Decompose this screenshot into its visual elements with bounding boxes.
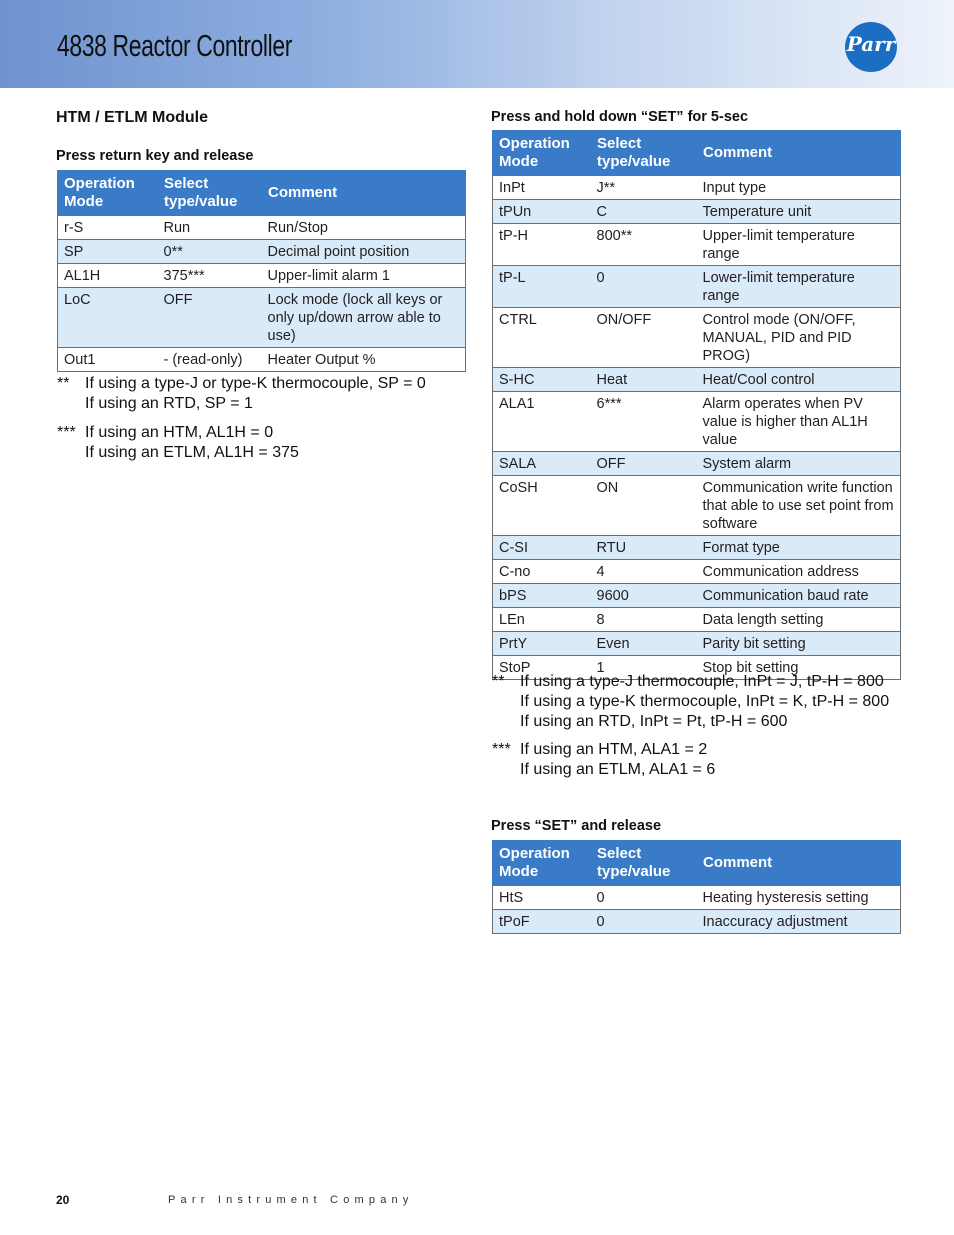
table-cell: Format type bbox=[697, 536, 901, 560]
table-cell: StoP bbox=[493, 656, 591, 680]
column-header: Operation Mode bbox=[493, 841, 591, 886]
footnote-line: If using an HTM, AL1H = 0 bbox=[85, 424, 274, 441]
table-row bbox=[493, 886, 901, 910]
footnote-mark: *** bbox=[492, 741, 511, 758]
table-cell: SALA bbox=[493, 452, 591, 476]
table-cell: r-S bbox=[58, 216, 158, 240]
table-cell: Upper-limit temperature range bbox=[697, 224, 901, 266]
table-row bbox=[58, 288, 466, 348]
table-cell: 1 bbox=[591, 656, 697, 680]
table-row bbox=[493, 632, 901, 656]
table-cell: C bbox=[591, 200, 697, 224]
table-cell: - (read-only) bbox=[158, 348, 262, 372]
table-set-hold bbox=[492, 130, 901, 680]
page-header bbox=[0, 0, 954, 88]
table-cell: Heating hysteresis setting bbox=[697, 886, 901, 910]
table-cell: System alarm bbox=[697, 452, 901, 476]
footnote-mark: *** bbox=[57, 424, 76, 441]
table3-caption: Press “SET” and release bbox=[491, 818, 662, 834]
table-cell: Inaccuracy adjustment bbox=[697, 910, 901, 934]
table2-caption: Press and hold down “SET” for 5-sec bbox=[491, 109, 749, 125]
parr-logo bbox=[845, 22, 897, 72]
table-cell: tP-L bbox=[493, 266, 591, 308]
table-cell: J** bbox=[591, 176, 697, 200]
table-row bbox=[493, 560, 901, 584]
footnote-mark: ** bbox=[57, 375, 70, 392]
table-row bbox=[493, 584, 901, 608]
table-cell: S-HC bbox=[493, 368, 591, 392]
table-cell: Communication write function that able to use set point from software bbox=[697, 476, 901, 536]
table-cell: HtS bbox=[493, 886, 591, 910]
table-cell: CoSH bbox=[493, 476, 591, 536]
table-cell: SP bbox=[58, 240, 158, 264]
table-cell: 375*** bbox=[158, 264, 262, 288]
table-cell: ON/OFF bbox=[591, 308, 697, 368]
column-header: Comment bbox=[262, 171, 466, 216]
table-cell: Parity bit setting bbox=[697, 632, 901, 656]
table-cell: tP-H bbox=[493, 224, 591, 266]
table-cell: C-SI bbox=[493, 536, 591, 560]
company-name: Parr Instrument Company bbox=[168, 1194, 414, 1206]
table-row bbox=[58, 264, 466, 288]
footnote-ala1 bbox=[492, 740, 912, 780]
table-cell: RTU bbox=[591, 536, 697, 560]
table-cell: AL1H bbox=[58, 264, 158, 288]
table-cell: ALA1 bbox=[493, 392, 591, 452]
table-cell: 0 bbox=[591, 266, 697, 308]
table-cell: tPoF bbox=[493, 910, 591, 934]
table-cell: Stop bit setting bbox=[697, 656, 901, 680]
table-row bbox=[58, 240, 466, 264]
table-cell: Heater Output % bbox=[262, 348, 466, 372]
table-cell: OFF bbox=[591, 452, 697, 476]
footnote-al1h bbox=[57, 423, 467, 463]
table-cell: Decimal point position bbox=[262, 240, 466, 264]
footnote-line: If using an HTM, ALA1 = 2 bbox=[520, 741, 708, 758]
table-cell: Alarm operates when PV value is higher than AL1H value bbox=[697, 392, 901, 452]
page-number: 20 bbox=[56, 1193, 70, 1207]
table-cell: Communication address bbox=[697, 560, 901, 584]
table-cell: 8 bbox=[591, 608, 697, 632]
table-cell: bPS bbox=[493, 584, 591, 608]
table-cell: Upper-limit alarm 1 bbox=[262, 264, 466, 288]
footnote-line: If using an RTD, SP = 1 bbox=[85, 395, 253, 412]
table-row bbox=[58, 348, 466, 372]
table-cell: Run/Stop bbox=[262, 216, 466, 240]
column-header: Operation Mode bbox=[58, 171, 158, 216]
table-row bbox=[493, 536, 901, 560]
footnote-inpt bbox=[492, 672, 912, 732]
table-row bbox=[493, 910, 901, 934]
table-row bbox=[493, 224, 901, 266]
table-cell: Heat bbox=[591, 368, 697, 392]
table-cell: Data length setting bbox=[697, 608, 901, 632]
table-row bbox=[58, 216, 466, 240]
footnote-mark: ** bbox=[492, 673, 505, 690]
table-cell: Communication baud rate bbox=[697, 584, 901, 608]
footnote-line: If using an RTD, InPt = Pt, tP-H = 600 bbox=[520, 713, 788, 730]
column-header: Select type/value bbox=[158, 171, 262, 216]
table-cell: Control mode (ON/OFF, MANUAL, PID and PID PROG) bbox=[697, 308, 901, 368]
table-row bbox=[493, 452, 901, 476]
table-cell: OFF bbox=[158, 288, 262, 348]
table-cell: LEn bbox=[493, 608, 591, 632]
table-cell: 0 bbox=[591, 910, 697, 934]
table-cell: Run bbox=[158, 216, 262, 240]
footnote-line: If using a type-J thermocouple, InPt = J, tP-H = 800 bbox=[520, 673, 884, 690]
table-return-key bbox=[57, 170, 466, 372]
table-row bbox=[493, 608, 901, 632]
table-cell: Temperature unit bbox=[697, 200, 901, 224]
table-cell: InPt bbox=[493, 176, 591, 200]
table-cell: tPUn bbox=[493, 200, 591, 224]
column-header: Comment bbox=[697, 841, 901, 886]
column-header: Operation Mode bbox=[493, 131, 591, 176]
table-row bbox=[493, 266, 901, 308]
table-cell: 0** bbox=[158, 240, 262, 264]
section-title: HTM / ETLM Module bbox=[56, 109, 208, 126]
table-cell: 0 bbox=[591, 886, 697, 910]
table-cell: Lock mode (lock all keys or only up/down arrow able to use) bbox=[262, 288, 466, 348]
page-title: 4838 Reactor Controller bbox=[57, 28, 293, 63]
table-cell: 9600 bbox=[591, 584, 697, 608]
table-cell: LoC bbox=[58, 288, 158, 348]
footnote-line: If using a type-J or type-K thermocouple, SP = 0 bbox=[85, 375, 426, 392]
table-cell: Input type bbox=[697, 176, 901, 200]
table-row bbox=[493, 476, 901, 536]
table-cell: ON bbox=[591, 476, 697, 536]
footnote-line: If using a type-K thermocouple, InPt = K, tP-H = 800 bbox=[520, 693, 890, 710]
parr-logo-text: Parr bbox=[846, 32, 896, 56]
table-cell: 4 bbox=[591, 560, 697, 584]
table1-caption: Press return key and release bbox=[56, 148, 254, 164]
table-row bbox=[493, 176, 901, 200]
table-row bbox=[493, 368, 901, 392]
table-cell: C-no bbox=[493, 560, 591, 584]
table-cell: Lower-limit temperature range bbox=[697, 266, 901, 308]
table-cell: Heat/Cool control bbox=[697, 368, 901, 392]
table-cell: 800** bbox=[591, 224, 697, 266]
footnote-line: If using an ETLM, ALA1 = 6 bbox=[520, 761, 716, 778]
table-row bbox=[493, 392, 901, 452]
table-row bbox=[493, 308, 901, 368]
column-header: Select type/value bbox=[591, 131, 697, 176]
table-cell: Even bbox=[591, 632, 697, 656]
table-cell: CTRL bbox=[493, 308, 591, 368]
table-cell: Out1 bbox=[58, 348, 158, 372]
table-cell: 6*** bbox=[591, 392, 697, 452]
table-cell: PrtY bbox=[493, 632, 591, 656]
column-header: Comment bbox=[697, 131, 901, 176]
column-header: Select type/value bbox=[591, 841, 697, 886]
table-row bbox=[493, 200, 901, 224]
table-set-release bbox=[492, 840, 901, 934]
footnote-sp bbox=[57, 374, 467, 414]
footnote-line: If using an ETLM, AL1H = 375 bbox=[85, 444, 299, 461]
